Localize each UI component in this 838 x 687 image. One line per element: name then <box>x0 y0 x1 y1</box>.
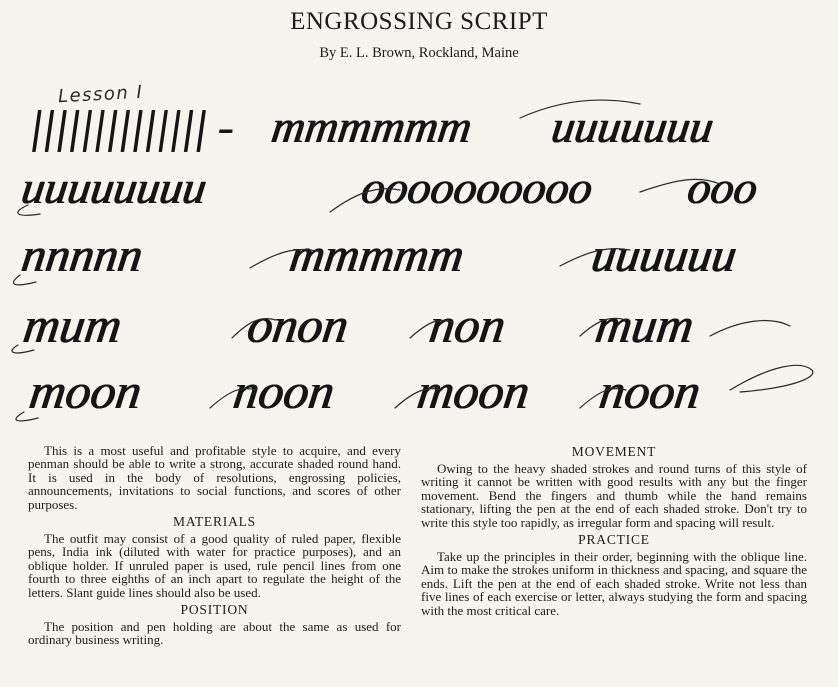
practice-heading: PRACTICE <box>578 532 650 548</box>
script-row-3-word-1: nnnnn <box>18 229 146 282</box>
lesson-label: Lesson I <box>57 81 144 108</box>
script-row-1-word-2: mmmmmm <box>268 101 475 152</box>
script-row-4-word-4: mum <box>592 297 698 353</box>
script-row-1-word-1: |||||||||||||| - <box>26 101 238 152</box>
script-row-3-word-2: mmmmm <box>286 229 468 282</box>
script-row-4-word-2: onon <box>244 297 352 353</box>
script-row-3-word-3: uuuuuu <box>588 229 740 282</box>
materials-paragraph: The outfit may consist of a good quality of ruled paper, flexible pens, India ink (diluted with water for practice purposes), and an oblique holder. If unruled paper is used, rule pencil lines from one fourth to three eighths of an inch apart to regulate the height of the letters. Slant guide lines should also be used. <box>28 531 401 600</box>
byline: By E. L. Brown, Rockland, Maine <box>319 45 519 61</box>
script-row-1-word-3: uuuuuuu <box>548 101 717 152</box>
intro-paragraph: This is a most useful and profitable style to acquire, and every penman should be able to write a strong, accurate shaded round hand. It is used in the body of resolutions, engrossing policies, announcements, invitations to social functions, and scores of other purposes. <box>28 443 401 512</box>
page-title: ENGROSSING SCRIPT <box>290 8 548 35</box>
position-heading: POSITION <box>180 602 249 618</box>
materials-heading: MATERIALS <box>173 514 256 530</box>
left-column <box>28 444 401 647</box>
right-column <box>421 444 807 617</box>
script-row-2-word-3: ooo <box>684 162 761 213</box>
script-row-4-word-1: mum <box>20 297 126 353</box>
script-row-5-word-1: moon <box>26 363 146 419</box>
movement-paragraph: Owing to the heavy shaded strokes and round turns of this style of writing it cannot be written with good results with any but the finger movement. Bend the fingers and thumb while the hand remains stationary, lifting the pen at the end of each shaded stroke. Don't try to write this style too rapidly, as irregular form and spacing will result. <box>421 461 807 530</box>
script-row-5-word-3: moon <box>414 363 534 419</box>
script-row-2-word-2: oooooooooo <box>358 162 596 213</box>
movement-heading: MOVEMENT <box>571 444 657 459</box>
script-row-5-word-2: noon <box>230 363 338 419</box>
position-paragraph: The position and pen holding are about the same as used for ordinary business writing. <box>28 619 401 648</box>
script-row-5-word-4: noon <box>596 363 704 419</box>
script-row-4-word-3: non <box>426 297 509 353</box>
script-row-2-word-1: uuuuuuuu <box>18 162 210 213</box>
practice-paragraph: Take up the principles in their order, beginning with the oblique line. Aim to make the strokes uniform in thickness and spacing, and square the ends. Lift the pen at the end of each shaded stroke. Write not less than five lines of each exercise or letter, always studying the form and spacing with the most critical care. <box>421 549 807 618</box>
